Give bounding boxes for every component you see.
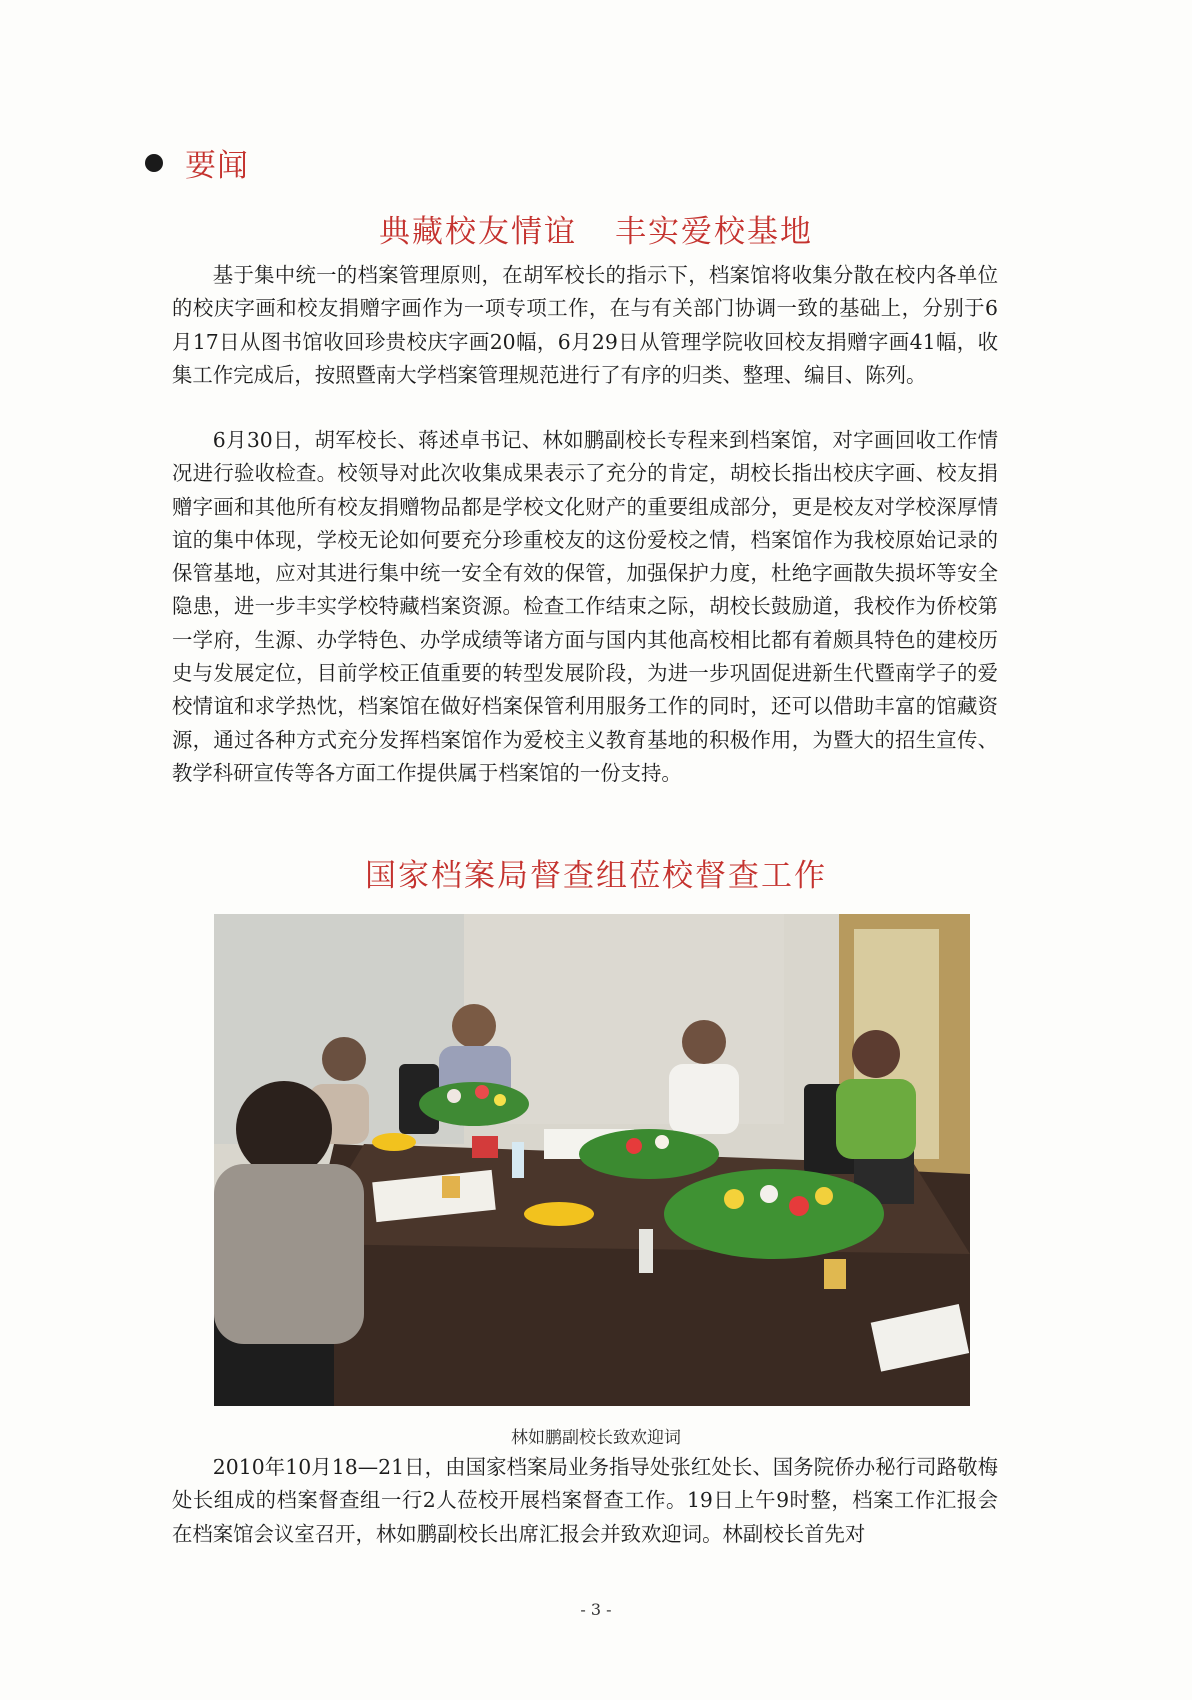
meeting-photo [214,914,970,1406]
article-2-paragraph-1: 2010年10月18—21日，由国家档案局业务指导处张红处长、国务院侨办秘行司路敬梅处长组成的档案督查组一行2人莅校开展档案督查工作。19日上午9时整，档案工作汇报会在档案馆会议室召开，林如鹏副校长出席汇报会并致欢迎词。林副校长首先对 [172,1455,998,1546]
section-header [145,140,249,185]
article-1-title-part-2: 丰实爱校基地 [615,214,813,250]
article-1-title [0,206,1192,251]
article-2-title: 国家档案局督查组莅校督查工作 [365,858,827,894]
article-1-paragraph-1: 基于集中统一的档案管理原则，在胡军校长的指示下，档案馆将收集分散在校内各单位的校庆字画和校友捐赠字画作为一项专项工作，在与有关部门协调一致的基础上，分别于6月17日从图书馆收回珍贵校庆字画20幅，6月29日从管理学院收回校友捐赠字画41幅，收集工作完成后，按照暨南大学档案管理规范进行了有序的归类、整理、编目、陈列。 [172,263,998,387]
article-1-title-part-1: 典藏校友情谊 [379,214,577,250]
section-label: 要闻 [185,148,249,184]
article-1-paragraph-2: 6月30日，胡军校长、蒋述卓书记、林如鹏副校长专程来到档案馆，对字画回收工作情况进行验收检查。校领导对此次收集成果表示了充分的肯定，胡校长指出校庆字画、校友捐赠字画和其他所有校友捐赠物品都是学校文化财产的重要组成部分，更是校友对学校深厚情谊的集中体现，学校无论如何要充分珍重校友的这份爱校之情，档案馆作为我校原始记录的保管基地，应对其进行集中统一安全有效的保管，加强保护力度，杜绝字画散失损坏等安全隐患，进一步丰实学校特藏档案资源。检查工作结束之际，胡校长鼓励道，我校作为侨校第一学府，生源、办学特色、办学成绩等诸方面与国内其他高校相比都有着颇具特色的建校历史与发展定位，目前学校正值重要的转型发展阶段，为进一步巩固促进新生代暨南学子的爱校情谊和求学热忱，档案馆在做好档案保管利用服务工作的同时，还可以借助丰富的馆藏资源，通过各种方式充分发挥档案馆作为爱校主义教育基地的积极作用，为暨大的招生宣传、教学科研宣传等各方面工作提供属于档案馆的一份支持。 [172,428,998,785]
photo-caption: 林如鹏副校长致欢迎词 [511,1428,681,1448]
bullet-dot [145,154,163,172]
page-number: - 3 - [580,1600,612,1619]
